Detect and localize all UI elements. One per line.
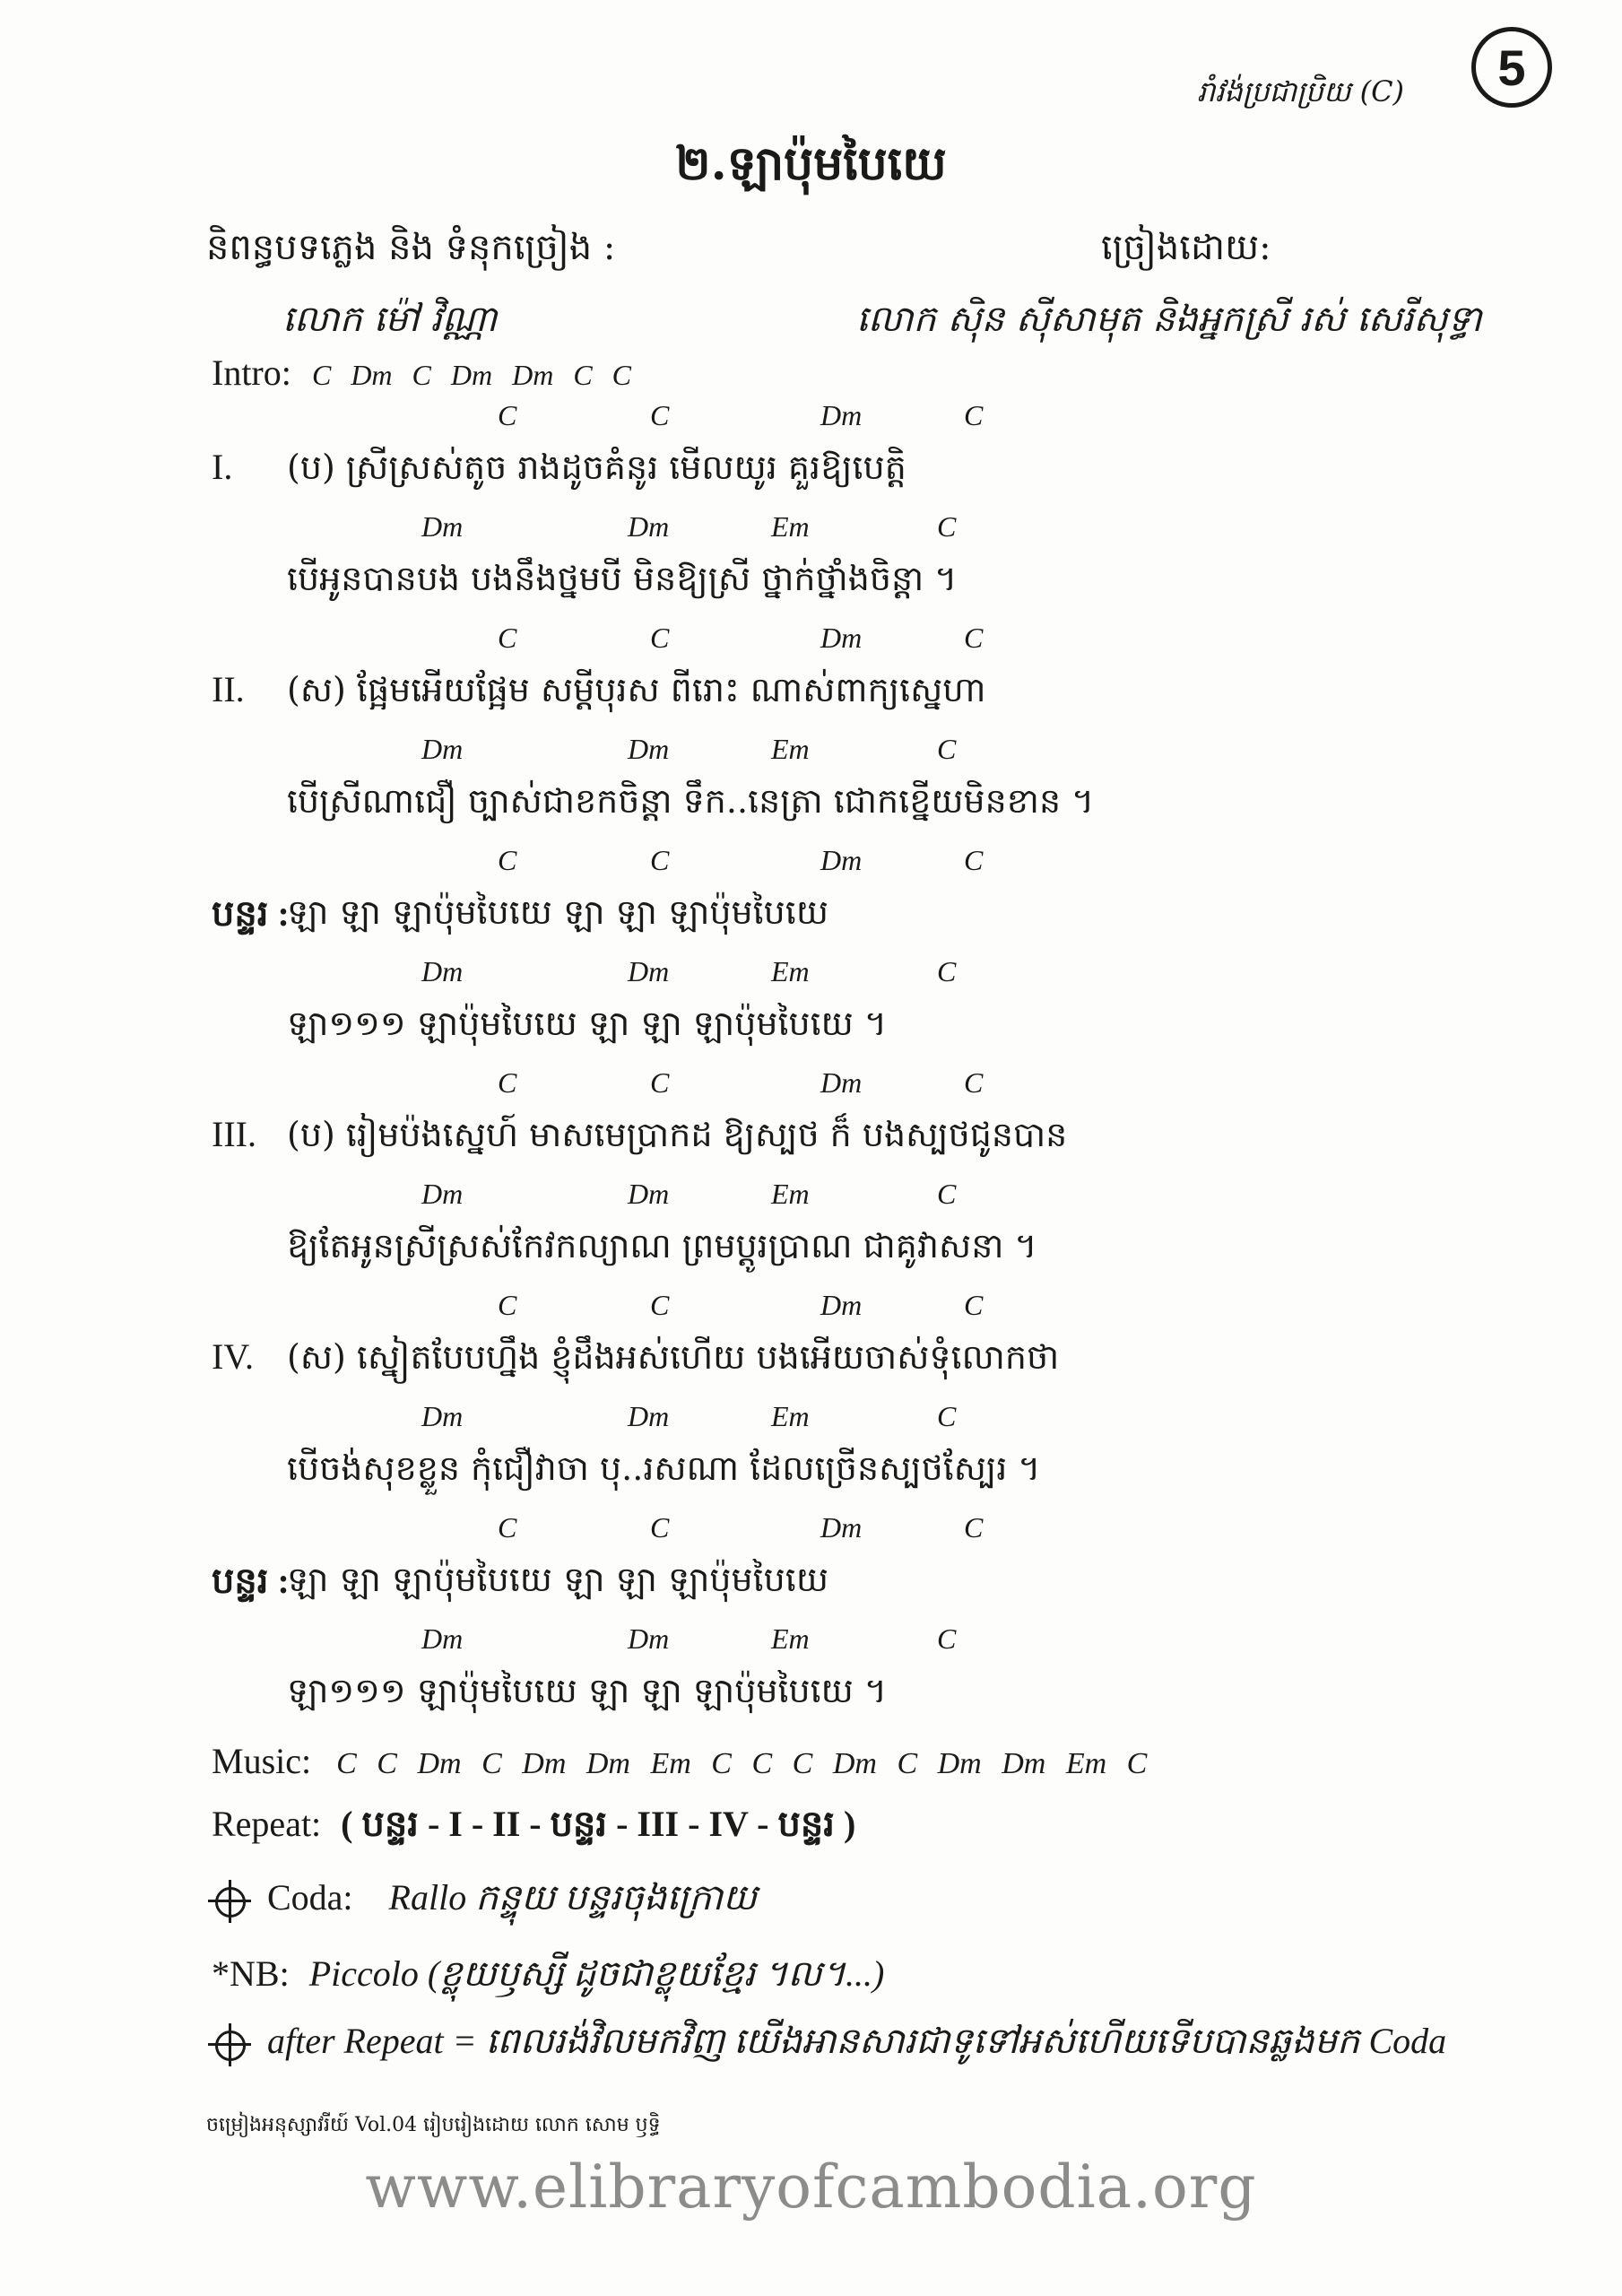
chord-label: C <box>964 844 984 876</box>
footer-credit: ចម្រៀងអនុស្សាវរីយ៍ Vol.04 រៀបរៀងដោយ លោក សោម ឫទ្ធិ <box>206 2114 661 2136</box>
lyric-line: (ប) ស្រីស្រស់តូច រាងដូចគំនូរ មើលយូរ គួរឱ្យបេត្តិ <box>287 448 906 487</box>
chord-label: C <box>937 1178 957 1210</box>
lyric-line: ឡា១១១ ឡាប៉ុមបៃយេ ឡា ឡា ឡាប៉ុមបៃយេ ។ <box>287 1004 887 1043</box>
chord-label: C <box>650 622 670 654</box>
chord-label: C <box>498 844 517 876</box>
singer-name: លោក ស៊ិន ស៊ីសាមុត និងអ្នកស្រី រស់ សេរីសុទ្ធា <box>856 299 1482 340</box>
chord-label: C <box>498 622 517 654</box>
lyric-line: (ស) ស្នៀតបែបហ្នឹង ខ្ញុំដឹងអស់ហើយ បងអើយចាស់ទុំលោកថា <box>287 1337 1060 1377</box>
chord-label: Dm <box>820 1066 863 1099</box>
chord-label: Dm <box>421 1622 464 1655</box>
music-chords: C C Dm C Dm Dm Em C C C Dm C Dm Dm Em C <box>336 1747 1148 1780</box>
chord-label: Em <box>771 510 810 543</box>
chord-label: C <box>650 1066 670 1099</box>
chord-label: Dm <box>820 622 863 654</box>
chord-label: Dm <box>820 1289 863 1321</box>
chord-label: C <box>964 1511 984 1544</box>
chord-label: C <box>937 955 957 987</box>
lyric-line: បើចង់សុខខ្លួន កុំជឿវាចា បុ..រសណា ដែលច្រើនស្បថស្បែរ ។ <box>287 1448 1041 1488</box>
lyric-line: បើអូនបានបង បងនឹងថ្នមបី មិនឱ្យស្រី ថ្នាក់ថ្នាំងចិន្តា ។ <box>287 559 958 598</box>
chord-label: Em <box>771 1178 810 1210</box>
chord-label: Dm <box>421 1178 464 1210</box>
watermark: www.elibraryofcambodia.org <box>365 2152 1257 2222</box>
chord-label: Em <box>771 955 810 987</box>
song-title: ២.ឡាប៉ុមបៃយេ <box>675 136 947 191</box>
lyric-line: (ប) រៀមប៉ងស្នេហ៍ មាសមេប្រាកដ ឱ្យស្បថ ក៏ បងស្បថជូនបាន <box>287 1115 1068 1154</box>
music-label: Music: <box>212 1741 312 1781</box>
chord-label: Dm <box>820 844 863 876</box>
after-repeat-text: after Repeat = ពេលរង់វិលមកវិញ យើងអានសារជាទូទៅអស់ហើយទើបបានឆ្លងមក Coda <box>267 2021 1447 2061</box>
chord-label: C <box>937 733 957 765</box>
chord-label: Dm <box>421 510 464 543</box>
intro-chords: C Dm C Dm Dm C C <box>311 359 631 391</box>
chord-label: C <box>498 1066 517 1099</box>
chord-label: C <box>964 622 984 654</box>
lyric-line: ឱ្យតែអូនស្រីស្រស់កែវកល្យាណ ព្រមប្ដូរប្រាណ ជាគូវាសនា ។ <box>287 1226 1037 1265</box>
section-label: បន្ទរ : <box>212 1561 290 1601</box>
page-number: 5 <box>1471 27 1552 108</box>
coda-icon <box>212 2027 247 2063</box>
chord-label: Dm <box>628 1622 670 1655</box>
chord-label: C <box>964 399 984 431</box>
coda-text: Rallo កន្ទុយ បន្ទរចុងក្រោយ <box>388 1877 758 1918</box>
chord-label: C <box>937 510 957 543</box>
section-label: III. <box>212 1114 256 1154</box>
nb-text: Piccolo (ខ្លុយឫស្សី ដូចជាខ្លុយខ្មែរ ។ល។...) <box>308 1953 885 1994</box>
coda-row <box>212 1874 757 1927</box>
repeat-row <box>212 1801 855 1854</box>
section-label: បន្ទរ : <box>212 893 290 934</box>
chord-label: C <box>964 1066 984 1099</box>
chord-label: Dm <box>628 1178 670 1210</box>
section-label: II. <box>212 669 245 709</box>
chord-label: Em <box>771 1622 810 1655</box>
lyric-line: បើស្រីណាជឿ ច្បាស់ជាខកចិន្តា ទឹក..នេត្រា ជោកខ្នើយមិនខាន ។ <box>287 781 1095 821</box>
chord-label: C <box>498 1511 517 1544</box>
chord-label: Dm <box>628 955 670 987</box>
chord-label: Em <box>771 733 810 765</box>
lyric-line: (ស) ផ្អែមអើយផ្អែម សម្ដីបុរស ពីរោះ ណាស់ពាក្យស្នេហា <box>287 670 986 709</box>
music-row <box>212 1740 1147 1782</box>
chord-label: C <box>650 1289 670 1321</box>
section-label: IV. <box>212 1336 255 1377</box>
chord-label: C <box>498 1289 517 1321</box>
repeat-label: Repeat: <box>212 1804 322 1844</box>
chord-label: C <box>650 399 670 431</box>
chord-label: Dm <box>628 510 670 543</box>
chord-label: C <box>964 1289 984 1321</box>
chord-label: Dm <box>628 1400 670 1432</box>
lyric-line: ឡា ឡា ឡាប៉ុមបៃយេ ឡា ឡា ឡាប៉ុមបៃយេ <box>287 1560 829 1599</box>
coda-label: Coda: <box>267 1877 353 1918</box>
intro-label: Intro: <box>212 352 291 393</box>
after-repeat-row <box>212 2018 1446 2071</box>
chord-label: Dm <box>628 733 670 765</box>
coda-icon <box>212 1883 247 1919</box>
nb-row <box>212 1951 884 2004</box>
header-category: រាំវង់ប្រជាប្រិយ (C) <box>1197 74 1405 109</box>
chord-label: Dm <box>820 1511 863 1544</box>
singer-label: ច្រៀងដោយ: <box>1101 227 1271 268</box>
chord-label: Dm <box>421 955 464 987</box>
nb-label: *NB: <box>212 1953 290 1994</box>
chord-label: C <box>937 1400 957 1432</box>
composer-label: និពន្ធបទភ្លេង និង ទំនុកច្រៀង : <box>206 227 616 268</box>
intro-row <box>212 352 631 394</box>
chord-label: Dm <box>421 733 464 765</box>
lyric-line: ឡា១១១ ឡាប៉ុមបៃយេ ឡា ឡា ឡាប៉ុមបៃយេ ។ <box>287 1671 887 1710</box>
chord-label: C <box>937 1622 957 1655</box>
chord-label: Dm <box>820 399 863 431</box>
chord-label: Em <box>771 1400 810 1432</box>
chord-label: Dm <box>421 1400 464 1432</box>
repeat-text: ( បន្ទរ - I - II - បន្ទរ - III - IV - បន្ទរ ) <box>341 1804 856 1844</box>
chord-label: C <box>650 844 670 876</box>
lyric-line: ឡា ឡា ឡាប៉ុមបៃយេ ឡា ឡា ឡាប៉ុមបៃយេ <box>287 892 829 932</box>
section-label: I. <box>212 447 233 487</box>
chord-label: C <box>498 399 517 431</box>
chord-label: C <box>650 1511 670 1544</box>
composer-name: លោក ម៉ៅ វិណ្ណា <box>282 299 498 340</box>
